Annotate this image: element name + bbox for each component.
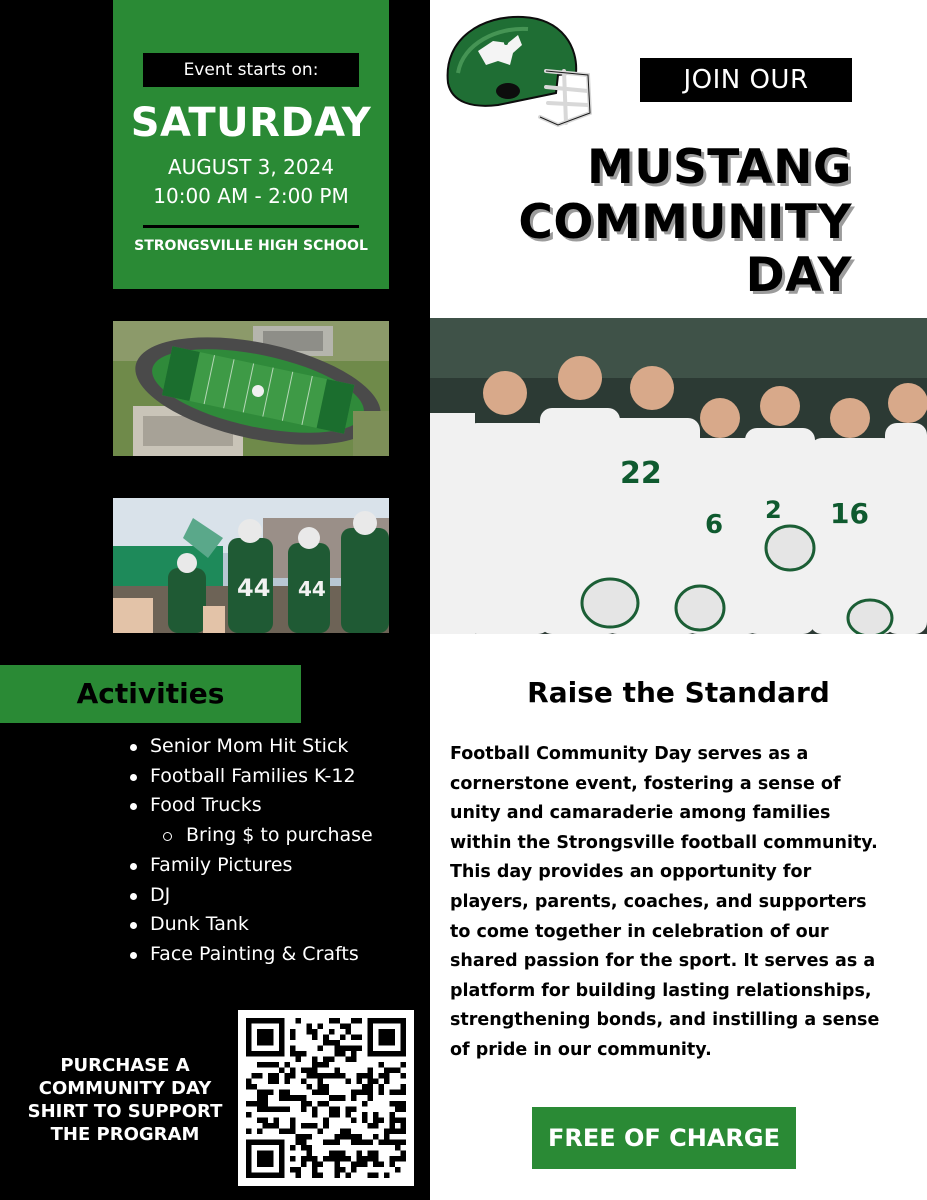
activity-label: DJ: [150, 883, 171, 906]
players-lineup-photo: [430, 318, 927, 634]
activity-label: Football Families K-12: [150, 764, 356, 787]
event-title-line: MUSTANG: [587, 140, 852, 195]
qr-code[interactable]: [238, 1010, 414, 1186]
description-line: strengthening bonds, and instilling a sense: [450, 1010, 880, 1031]
event-venue: STRONGSVILLE HIGH SCHOOL: [134, 238, 368, 254]
bullet-icon: [130, 803, 137, 810]
event-info-box: [113, 0, 389, 289]
qr-code-icon: [246, 1018, 406, 1178]
description-line: cornerstone event, fostering a sense of: [450, 773, 841, 794]
description-line: This day provides an opportunity for: [450, 862, 812, 883]
purchase-line: SHIRT TO SUPPORT: [27, 1101, 223, 1122]
description-line: within the Strongsville football community.: [450, 832, 878, 853]
event-title-line: DAY: [745, 248, 852, 303]
activity-label: Face Painting & Crafts: [150, 942, 359, 965]
event-time: 10:00 AM - 2:00 PM: [153, 184, 349, 208]
bullet-icon: [130, 922, 137, 929]
description-line: Football Community Day serves as a: [450, 744, 809, 764]
purchase-line: THE PROGRAM: [50, 1124, 200, 1145]
description-line: shared passion for the sport. It serves as a: [450, 951, 876, 972]
list-item: [130, 910, 420, 940]
event-label: Event starts on:: [143, 53, 359, 87]
list-item: [130, 762, 420, 792]
standard-heading: Raise the Standard: [527, 676, 830, 709]
bullet-icon: [130, 952, 137, 959]
svg-text:6: 6: [705, 510, 724, 540]
list-item: [130, 732, 420, 762]
team-run-out-photo: [113, 498, 389, 633]
event-title-line: COMMUNITY: [518, 195, 852, 250]
list-item: [130, 821, 420, 851]
list-item: [130, 791, 420, 821]
svg-text:44: 44: [298, 577, 326, 601]
join-our-label: JOIN OUR: [640, 58, 852, 102]
circle-bullet-icon: [163, 832, 172, 841]
event-day: SATURDAY: [130, 100, 372, 146]
description-line: players, parents, coaches, and supporters: [450, 891, 867, 912]
free-of-charge-badge: FREE OF CHARGE: [532, 1107, 796, 1169]
svg-text:22: 22: [620, 456, 662, 491]
list-item: [130, 851, 420, 881]
standard-description: [450, 740, 920, 1066]
activity-label: Food Trucks: [150, 794, 262, 817]
bullet-icon: [130, 744, 137, 751]
event-divider: [143, 225, 359, 228]
activity-label: Dunk Tank: [150, 913, 249, 936]
activity-label: Bring $ to purchase: [186, 824, 373, 847]
stadium-aerial-photo: [113, 321, 389, 456]
bullet-icon: [130, 774, 137, 781]
purchase-line: COMMUNITY DAY: [38, 1078, 212, 1099]
mustang-helmet-icon: [438, 13, 592, 133]
list-item: [130, 940, 420, 970]
activity-label: Senior Mom Hit Stick: [150, 735, 349, 757]
svg-text:44: 44: [237, 574, 271, 602]
purchase-shirt-text: [20, 1054, 230, 1146]
purchase-line: PURCHASE A: [60, 1055, 190, 1076]
bullet-icon: [130, 863, 137, 870]
event-date: AUGUST 3, 2024: [167, 155, 335, 179]
activity-label: Family Pictures: [150, 853, 293, 876]
description-line: platform for building lasting relationships,: [450, 980, 872, 1001]
description-line: to come together in celebration of our: [450, 921, 829, 942]
svg-text:16: 16: [830, 497, 869, 530]
description-line: of pride in our community.: [450, 1039, 712, 1060]
activities-list: [130, 732, 420, 970]
list-item: [130, 881, 420, 911]
description-line: unity and camaraderie among families: [450, 803, 831, 824]
svg-text:2: 2: [765, 496, 782, 524]
activities-heading: Activities: [0, 665, 301, 723]
bullet-icon: [130, 893, 137, 900]
